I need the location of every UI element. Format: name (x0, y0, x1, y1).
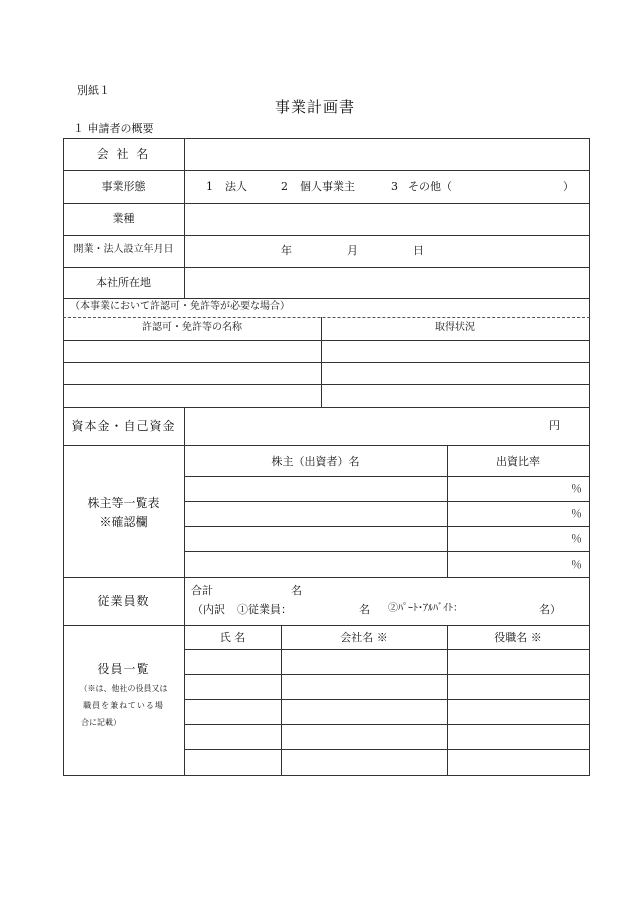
row-line (63, 384, 590, 385)
row-line (63, 362, 590, 363)
row-line (63, 170, 590, 171)
employees-parttime-unit: 名） (539, 603, 561, 616)
employees-fulltime-label: ①従業員： (237, 603, 292, 616)
row-line (184, 476, 590, 477)
founding-month-unit: 月 (347, 244, 358, 257)
row-line (184, 699, 590, 700)
row-line (63, 445, 590, 446)
business-type-opt3[interactable]: その他（ (408, 180, 452, 193)
row-line (184, 674, 590, 675)
employees-parttime-label: ②ﾊﾟｰﾄ･ｱﾙﾊﾞｲﾄ： (388, 603, 463, 614)
hq-address-label: 本社所在地 (96, 276, 151, 289)
business-type-opt2[interactable]: 個人事業主 (300, 180, 355, 193)
permit-note: （本事業において許認可・免許等が必要な場合） (70, 301, 290, 312)
page-title: 事業計画書 (274, 98, 355, 116)
business-type-opt3-num: 3 (391, 180, 398, 193)
employees-label: 従業員数 (97, 594, 150, 608)
percent-unit: ％ (571, 558, 582, 571)
row-line (63, 577, 590, 578)
row-line (63, 340, 590, 341)
officers-note-line: （※は、他社の役員又は (79, 684, 168, 693)
shareholder-ratio-header: 出資比率 (496, 455, 540, 468)
employees-fulltime-unit: 名 (359, 603, 370, 616)
row-line (184, 749, 590, 750)
business-type-opt1[interactable]: 法人 (225, 180, 247, 193)
founding-year-unit: 年 (281, 244, 292, 257)
row-line (63, 298, 590, 299)
row-line (63, 775, 590, 776)
section-heading: １ 申請者の概要 (73, 122, 154, 135)
row-line (63, 235, 590, 236)
employees-total-unit: 名 (291, 584, 302, 597)
business-type-label: 事業形態 (101, 180, 146, 193)
officers-label: 役員一覧 (97, 662, 150, 676)
company-name-label: 会 社 名 (96, 147, 151, 161)
table-border-right (589, 138, 590, 776)
employees-breakdown-label: （内訳 (192, 603, 225, 616)
officer-col-divider-1 (281, 625, 282, 776)
business-type-opt2-num: 2 (281, 180, 288, 193)
percent-unit: ％ (571, 482, 582, 495)
capital-label: 資本金・自己資金 (71, 419, 176, 433)
row-line (184, 649, 590, 650)
officers-note-line: 職員を兼ねている場 (83, 701, 164, 710)
company-name-field[interactable] (185, 139, 589, 170)
shareholders-label: 株主等一覧表 (87, 496, 160, 510)
business-type-opt3-close: ） (563, 180, 574, 193)
permit-status-header: 取得状況 (435, 322, 475, 333)
capital-unit: 円 (549, 419, 560, 432)
percent-unit: ％ (571, 532, 582, 545)
row-line (184, 551, 590, 552)
industry-label: 業種 (112, 212, 135, 225)
annex-label: 別紙１ (77, 84, 110, 97)
row-line-dashed (63, 317, 590, 318)
business-type-opt1-num: 1 (206, 180, 213, 193)
founding-day-unit: 日 (413, 244, 424, 257)
employees-total-label: 合計 (191, 584, 213, 597)
table-border-left (63, 138, 64, 776)
officer-title-header: 役職名 ※ (494, 631, 542, 644)
industry-field[interactable] (185, 204, 589, 235)
permit-name-header: 許認可・免許等の名称 (142, 322, 242, 333)
officer-name-header: 氏 名 (219, 631, 246, 644)
capital-field[interactable] (185, 408, 545, 445)
row-line (184, 724, 590, 725)
hq-address-field[interactable] (185, 268, 589, 298)
shareholder-name-header: 株主（出資者）名 (271, 455, 360, 468)
percent-unit: ％ (571, 507, 582, 520)
officers-note-line: 合に記載） (81, 718, 121, 727)
row-line (184, 501, 590, 502)
shareholders-check-label: ※確認欄 (99, 515, 148, 529)
officer-company-header: 会社名 ※ (340, 631, 388, 644)
row-line (184, 526, 590, 527)
officer-col-divider-2 (447, 625, 448, 776)
row-line (63, 625, 590, 626)
founding-date-label: 開業・法人設立年月日 (73, 244, 174, 255)
